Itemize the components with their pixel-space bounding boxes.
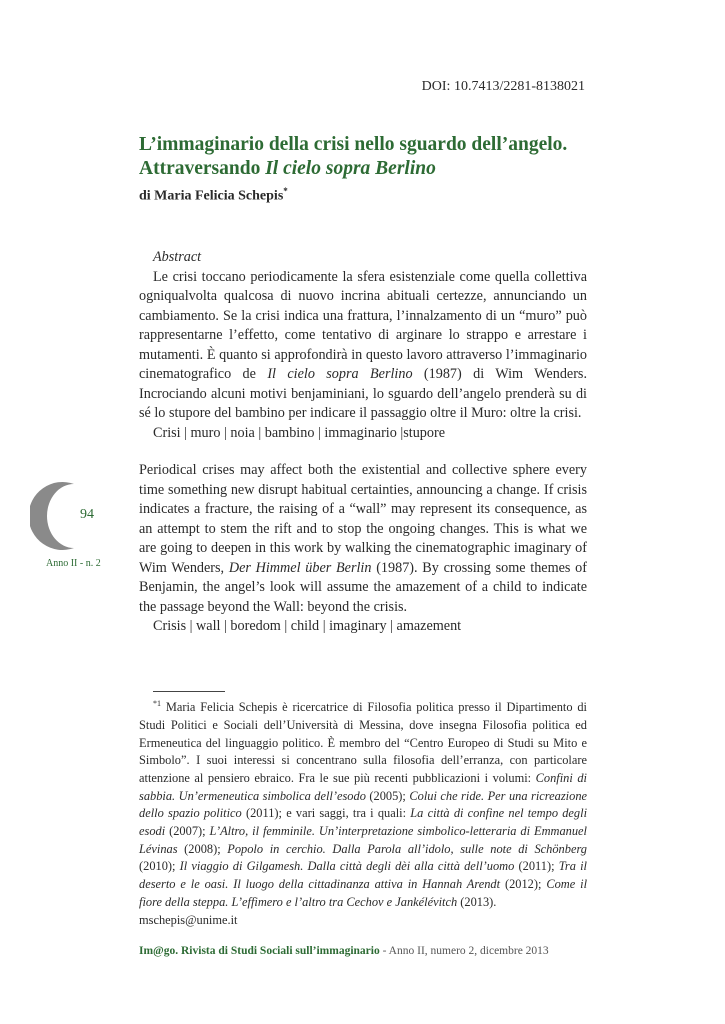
english-film-italic: Der Himmel über Berlin	[228, 559, 372, 576]
english-text-b: (1987). By crossing some themes of Benjamin, the angel’s look will assume the amazement of a child to indicate the passage beyond the Wall: beyond the crisis.	[139, 559, 587, 615]
author-email: mschepis@unime.it	[139, 912, 238, 927]
journal-name: Im@go. Rivista di Studi Sociali sull’immaginario	[139, 945, 380, 957]
fn-i8: Come il fiore della steppa. L’effimero e l’altro tra Cechov e Jankélévitch	[139, 877, 588, 909]
page-footer	[139, 945, 549, 957]
crescent-moon-icon	[30, 482, 110, 550]
author-footnote	[139, 695, 587, 929]
footnote-mark: *1	[153, 699, 161, 708]
fn-t7: (2011);	[514, 859, 559, 874]
fn-i3: La città di confine nel tempo degli esodi	[139, 806, 588, 839]
fn-t5: (2008);	[177, 841, 228, 856]
fn-t1: Maria Felicia Schepis è ricercatrice di Filosofia politica presso il Dipartimento di Studi Politici e Sociali dell’Università di Messina, dove insegna Filosofia politica ed Ermeneutica del linguaggio politico. È membro del “Centro Europeo di Studi su Mito e Simbolo”. I suoi interessi si concentrano sulla filosofia dell’erranza, con particolare attenzione al pensiero ebraico. Fra le sue più recenti pubblicazioni i volumi:	[139, 700, 587, 785]
footer-issue: - Anno II, numero 2, dicembre 2013	[379, 945, 549, 957]
abstract-section	[139, 248, 587, 443]
page-number: 94	[80, 507, 94, 522]
author-name: di Maria Felicia Schepis	[139, 188, 284, 204]
fn-i1: Confini di sabbia. Un’ermeneutica simbolica dell’esodo	[139, 770, 587, 803]
english-paragraph	[139, 461, 587, 617]
english-keywords: Crisis | wall | boredom | child | imaginary | amazement	[153, 618, 462, 634]
author-footnote-mark: *	[283, 186, 288, 196]
fn-i6: Il viaggio di Gilgamesh. Dalla città degli dèi alla città dell’uomo	[179, 859, 515, 874]
fn-i2: Colui che ride. Per una ricreazione dello spazio politico	[139, 788, 588, 821]
abstract-text-b: (1987) di Wim Wenders. Incrociando alcuni motivi benjaminiani, lo sguardo dell’angelo prenderà su di sé lo stupore del bambino per indicare il passaggio oltre il Muro: oltre la crisi.	[139, 366, 588, 421]
abstract-keywords: Crisi | muro | noia | bambino | immaginario |stupore	[153, 424, 446, 441]
article-title	[139, 133, 609, 181]
fn-i7: Tra il deserto e le oasi. Il luogo della cittadinanza attiva in Hannah Arendt	[139, 859, 587, 892]
abstract-label: Abstract	[153, 249, 202, 265]
issue-label: Anno II - n. 2	[46, 558, 101, 569]
fn-t9: (2013).	[457, 894, 497, 909]
fn-t3: (2011); e vari saggi, tra i quali:	[241, 806, 411, 821]
fn-i4: L’Altro, il femminile. Un’interpretazione simbolico-letteraria di Emmanuel Lévinas	[139, 824, 587, 856]
fn-i5: Popolo in cerchio. Dalla Parola all’idolo, sulle note di Schönberg	[227, 841, 588, 856]
fn-t6: (2010);	[139, 859, 180, 874]
doi: DOI: 10.7413/2281-8138021	[421, 79, 585, 94]
footnote-divider	[153, 691, 225, 692]
title-film-italic: Il cielo sopra Berlino	[265, 158, 436, 179]
abstract-paragraph	[139, 268, 587, 424]
fn-t4: (2007);	[165, 824, 210, 839]
fn-t2: (2005);	[365, 788, 410, 803]
author-line	[139, 186, 288, 205]
english-text-a: Periodical crises may affect both the existential and collective sphere every time something new disrupt habitual certainties, announcing a change. If crisis indicates a fracture, the raising of a “wall” may represent its consequence, as an attempt to stem the rift and to stop the ongoing changes. This is what we are going to deepen in this work by walking the cinematographic imaginary of Wim Wenders,	[139, 462, 587, 576]
fn-t8: (2012);	[500, 877, 547, 892]
english-abstract-section	[139, 461, 587, 637]
abstract-text-a: Le crisi toccano periodicamente la sfera esistenziale come quella collettiva ogniqualvolta qualcosa di nuovo incrina abituali certezze, annunciando un cambiamento. Se la crisi indica una frattura, l’innalzamento di un “muro” può rappresentarne l’effetto, come tentativo di arginare lo strappo e arrestare i mutamenti. È quanto si approfondirà in questo lavoro attraverso l’immaginario cinematografico de	[139, 268, 587, 382]
abstract-film-italic: Il cielo sopra Berlino	[267, 366, 413, 382]
title-text: L’immaginario della crisi nello sguardo dell’angelo. Attraversando	[139, 134, 568, 179]
